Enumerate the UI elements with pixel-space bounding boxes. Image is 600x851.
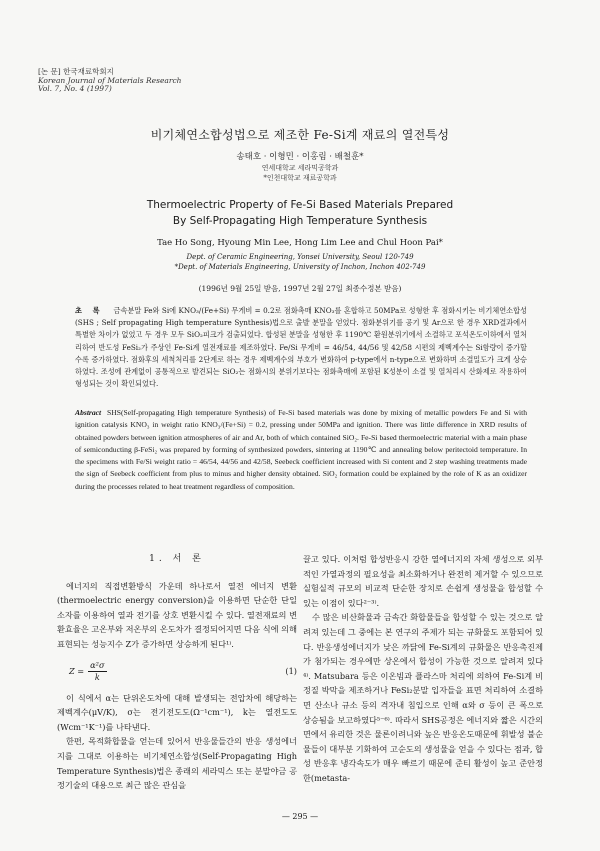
intro-paragraph-1: 에너지의 직접변환방식 가운데 하나로서 열전 에너지 변환(thermoelectric energy conversion)을 이용하면 단순한 단일 소자를 이용하여 열과 전기를 상호 변환시킬 수 있다. 열전재료의 변환효율은 고온부와 저온부의 온도차가 결정되어지면 다음 식에 의해 표현되는 성능지수 Z가 증가하면 상승하게 된다¹⁾. bbox=[57, 580, 297, 649]
english-authors: Tae Ho Song, Hyoung Min Lee, Hong Lim Lee and Chul Hoon Pai* bbox=[157, 238, 443, 248]
page-number: — 295 — bbox=[281, 812, 319, 821]
korean-authors: 송태호 · 이형민 · 이홍림 · 배철훈* bbox=[236, 152, 364, 162]
intro-paragraph-2: 이 식에서 α는 단위온도차에 대해 발생되는 전압차에 해당하는 제벡계수(μV/K), σ는 전기전도도(Ω⁻¹cm⁻¹), k는 열전도도(Wcm⁻¹K⁻¹)를 나타낸다. bbox=[57, 692, 297, 732]
english-title bbox=[0, 197, 600, 229]
english-abstract-label: Abstract bbox=[75, 408, 102, 417]
equation-fraction bbox=[88, 660, 106, 683]
english-abstract-text: SHS(Self-propagating High temperature Synthesis) of Fe-Si based materials was done by mixing of metallic powders Fe and Si with ignition catalysis KNO₃ in weight ratio KNO₃/(Fe+Si) = 0.2, pressing under 50MPa and ignition. There was little difference in XRD results of obtained powders between ignition atmospheres of air and Ar, both of which contained SiO₂. Fe-Si based thermoelectric material with a main phase of semiconducting β-FeSi₂ was prepared by forming of synthesized powders, sintering at 1190℃ and annealing below peritectoid temperature. In the specimens with Fe/Si weight ratio = 46/54, 44/56 and 42/58, Seebeck coefficient increased with Si content and 2 step washing treatments made the sign of Seebeck coefficient from plus to minus and higher density obtained. SiO₂ formation could be explained by the role of K as an oxidizer during the processes related to heat treatment regardless of composition. bbox=[75, 408, 527, 491]
received-dates: (1996년 9월 25일 받음, 1997년 2월 27일 최종수정본 받음) bbox=[198, 284, 402, 293]
left-column bbox=[57, 552, 297, 793]
intro-paragraph-3: 한편, 목적화합물을 얻는데 있어서 반응물들간의 반응 생성에너지를 그대로 이용하는 비기체연소합성(Self-Propagating High Temperature Synthesis)법은 종래의 세라믹스 또는 분말야금 공정기술의 대용으로 최근 많은 관심을 bbox=[57, 736, 297, 791]
english-abstract bbox=[75, 407, 527, 493]
english-affiliation-1: Dept. of Ceramic Engineering, Yonsei University, Seoul 120-749 bbox=[186, 253, 414, 261]
equation-number: (1) bbox=[285, 665, 297, 676]
journal-english: Korean Journal of Materials Research bbox=[38, 75, 182, 85]
journal-korean: [논 문] 한국재료학회지 bbox=[38, 67, 114, 76]
english-title-line-1: Thermoelectric Property of Fe-Si Based Materials Prepared bbox=[146, 199, 454, 211]
korean-affiliations bbox=[0, 163, 600, 183]
korean-abstract bbox=[75, 305, 527, 390]
korean-affiliation-2: *인천대학교 재료공학과 bbox=[263, 174, 337, 182]
korean-abstract-label: 초 록 bbox=[75, 306, 104, 315]
korean-affiliation-1: 연세대학교 세라믹공학과 bbox=[261, 164, 339, 172]
equation-numerator: α²σ bbox=[90, 659, 105, 670]
intro-paragraph-5: 수 많은 비산화물과 금속간 화합물들을 합성할 수 있는 것으로 알려져 있는데 그 중에는 본 연구의 주제가 되는 규화물도 포함되어 있다. 반응생성에너지가 낮은 까닭에 Fe-Si계의 규화물은 반응촉진제가 첨가되는 경우에만 상온에서 합성이 가능한 것으로 알려져 있다⁴⁾. Matsubara 등은 이온빔과 플라스마 처리에 의하여 Fe-Si계 비정질 박막을 제조하거나 FeSi₂분말 입자들을 표면 처리하여 소결하면 산소나 규소 등의 격자내 침입으로 인해 α와 σ 등이 큰 폭으로 상승됨을 보고하였다⁵⁻⁶⁾. 따라서 SHS공정은 에너지와 짧은 시간의 면에서 유리한 것은 물론이려니와 높은 반응온도때문에 휘발성 불순물들이 대부분 기화하여 고순도의 생성물을 얻을 수 있다는 점과, 합성 반응후 냉각속도가 매우 빠르기 때문에 준티 활성이 높고 준안정한(metasta- bbox=[303, 612, 543, 783]
equation-1 bbox=[69, 660, 297, 683]
intro-paragraph-4: 끌고 있다. 이처럼 합성반응시 강한 열에너지의 자체 생성으로 외부적인 가열과정의 필요성을 최소화하거나 완전히 제거할 수 있으므로 실험실적 규모의 비교적 단순한 장치로 손쉽게 생성물을 합성할 수 있는 이점이 있다²⁻³⁾. bbox=[303, 554, 543, 608]
journal-header bbox=[38, 68, 181, 94]
right-column bbox=[303, 552, 543, 786]
equation-denominator: k bbox=[94, 671, 100, 682]
korean-title: 비기체연소합성법으로 제조한 Fe-Si계 재료의 열전특성 bbox=[150, 128, 450, 142]
section-heading: 1. 서 론 bbox=[149, 554, 205, 564]
english-affiliations bbox=[0, 252, 600, 272]
english-title-line-2: By Self-Propagating High Temperature Synthesis bbox=[172, 215, 428, 227]
korean-abstract-text: 금속분말 Fe와 Si에 KNO₃/(Fe+Si) 무게비 = 0.2로 점화촉매 KNO₃를 혼합하고 50MPa로 성형한 후 점화시키는 비기체연소합성(SHS ; Self propagating High temperature Synthesis)법으로 출발 분말을 얻었다. 점화분위기를 공기 및 Ar으로 한 경우 XRD결과에서 특별한 차이가 없었고 두 경우 모두 SiO₂피크가 검출되었다. 합성된 분말을 성형한 후 1190℃ 환원분위기에서 소결하고 포석온도이하에서 열처리하여 반도성 FeSi₂가 주상인 Fe-Si계 열전재료를 제조하였다. Fe/Si 무게비 = 46/54, 44/56 및 42/58 시편의 제벡계수는 Si함량이 증가할수록 증가하였다. 점화후의 세척처리를 2단계로 하는 경우 제벡계수의 부호가 변화하여 p-type에서 n-type으로 변화하며 소결밀도가 크게 상승하였다. 조성에 관계없이 공통적으로 발견되는 SiO₂는 점화시의 분위기보다는 점화촉매에 포함된 K성분이 소결 및 열처리시 산화제로 작용하여 형성되는 것이 확인되었다. bbox=[75, 306, 527, 389]
journal-volume: Vol. 7, No. 4 (1997) bbox=[38, 84, 112, 93]
equation-lhs: Z = bbox=[69, 665, 85, 676]
english-affiliation-2: *Dept. of Materials Engineering, University of Inchon, Inchon 402-749 bbox=[174, 263, 426, 271]
